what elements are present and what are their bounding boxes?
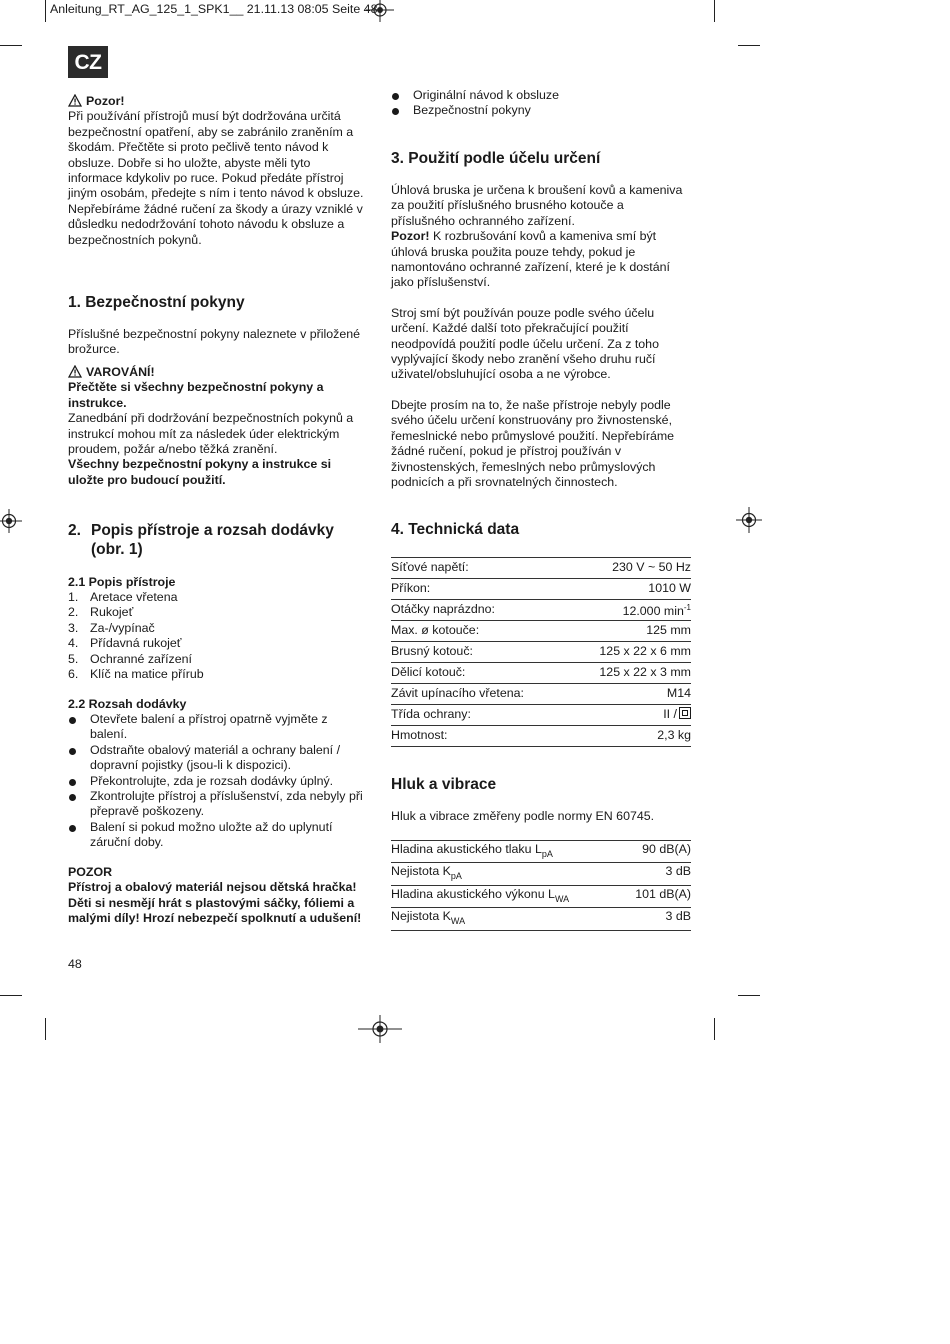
noise-table <box>391 840 691 931</box>
pozor-text: Při používání přístrojů musí být dodržována určitá bezpečnostní opatření, aby se zabránilo zraněním a škodám. Přečtěte si proto pečlivě tento návod k obsluze. Dobře si ho uložte, abyste měli tyto informace kdykoliv po ruce. Pokud předáte přístroj jiným osobám, předejte s ním i tento návod k obsluze. <box>68 109 364 201</box>
table-row: Nejistota $K_{WA}$ 3 dB <box>391 908 691 930</box>
section-2-number: 2. <box>68 522 81 539</box>
registration-mark-icon <box>366 0 394 22</box>
warning-bold-text-2: Všechny bezpečnostní pokyny a instrukce si uložte pro budoucí použití. <box>68 457 332 487</box>
pozor-text-2: Nepřebíráme žádné ručení za škody a úrazy vzniklé v důsledku nedodržování tohoto návodu k obsluze a bezpečnostních pokynů. <box>68 201 363 247</box>
table-row: Síťové napětí: 230 V ~ 50 Hz <box>391 558 691 579</box>
parts-list <box>68 590 368 682</box>
table-row: Dělicí kotouč: 125 x 22 x 3 mm <box>391 663 691 684</box>
crop-mark <box>738 995 760 996</box>
warning-block <box>68 365 368 488</box>
list-item: Originální návod k obsluze <box>391 88 691 103</box>
file-header-line: Anleitung_RT_AG_125_1_SPK1__ 21.11.13 08:05 Seite 48 <box>50 2 378 16</box>
section-3-title: 3. Použití podle účelu určení <box>391 150 601 167</box>
table-row: Příkon: 1010 W <box>391 579 691 600</box>
list-item: Otevřete balení a přístroj opatrně vyjměte z balení. <box>68 712 368 743</box>
list-item: 6. Klíč na matice přírub <box>68 667 204 682</box>
protection-class-icon <box>679 707 691 719</box>
crop-mark <box>45 0 46 22</box>
table-row: Hladina akustického tlaku $L_{pA}$ 90 dB(A) <box>391 841 691 863</box>
crop-mark <box>714 0 715 22</box>
section-3-paragraph-3: Dbejte prosím na to, že naše přístroje nebyly podle svého účelu určení konstruovány pro živnostenské, řemeslnické nebo průmyslové použití. Nepřebíráme žádné ručení, pokud je přístroj používán v živnostenských, řemeslných nebo průmyslových podnicích a při srovnatelných činnostech. <box>391 397 675 489</box>
list-item: 2. Rukojeť <box>68 605 134 620</box>
list-item: 5. Ochranné zařízení <box>68 651 192 666</box>
section-1-text: Příslušné bezpečnostní pokyny naleznete v přiložené brožurce. <box>68 327 361 357</box>
list-item: Bezpečnostní pokyny <box>391 103 691 118</box>
noise-title: Hluk a vibrace <box>391 776 497 793</box>
list-item: 3. Za-/vypínač <box>68 620 155 635</box>
list-item: Odstraňte obalový materiál a ochrany balení / dopravní pojistky (jsou-li k dispozici). <box>68 743 368 774</box>
noise-text: Hluk a vibrace změřeny podle normy EN 60745. <box>391 809 655 823</box>
section-3-paragraph-1b: Pozor! K rozbrušování kovů a kameniva smí být úhlová bruska použita pouze tehdy, pokud je namontováno ochranné zařízení, které je k dostání jako příslušenství. <box>391 229 670 290</box>
language-badge: CZ <box>68 46 108 78</box>
table-row: Hmotnost: 2,3 kg <box>391 726 691 747</box>
crop-mark <box>0 45 22 46</box>
pozor-2-title: POZOR <box>68 865 113 879</box>
pozor-notice <box>68 94 368 248</box>
included-docs-list <box>391 88 691 119</box>
table-row: Brusný kotouč: 125 x 22 x 6 mm <box>391 642 691 663</box>
table-row: Hladina akustického výkonu $L_{WA}$ 101 dB(A) <box>391 885 691 907</box>
pozor-2-text: Přístroj a obalový materiál nejsou dětská hračka! Děti si nesmějí hrát s plastovými sáčky, fóliemi a malými díly! Hrozí nebezpečí spolknutí a udušení! <box>68 880 362 926</box>
section-2-heading <box>68 521 368 559</box>
section-3-body <box>391 183 691 490</box>
list-item: 4. Přídavná rukojeť <box>68 636 182 651</box>
section-3-paragraph-1: Úhlová bruska je určena k broušení kovů a kameniva za použití příslušného brusného kotouče a příslušného ochranného zařízení. <box>391 183 683 228</box>
section-4-title: 4. Technická data <box>391 521 520 538</box>
table-row: Závit upínacího vřetena: M14 <box>391 684 691 705</box>
list-item: 1. Aretace vřetena <box>68 590 178 604</box>
table-row: Otáčky naprázdno: 12.000 $\min^{-1}$ <box>391 600 691 621</box>
table-row: Třída ochrany: II / <box>391 705 691 726</box>
page-number: 48 <box>68 957 82 971</box>
crop-mark <box>714 1018 715 1040</box>
crop-mark <box>0 995 22 996</box>
table-row: Nejistota $K_{pA}$ 3 dB <box>391 863 691 885</box>
warning-triangle-icon <box>68 94 82 107</box>
registration-mark-icon <box>358 1015 402 1043</box>
technical-data-table <box>391 557 691 747</box>
list-item: Balení si pokud možno uložte až do uplynutí záruční doby. <box>68 820 368 851</box>
warning-triangle-icon <box>68 365 82 378</box>
list-item: Překontrolujte, zda je rozsah dodávky úplný. <box>68 774 368 789</box>
section-2-title: Popis přístroje a rozsah dodávky (obr. 1) <box>91 522 334 558</box>
delivery-list <box>68 712 368 851</box>
section-2-2-title: 2.2 Rozsah dodávky <box>68 697 187 711</box>
list-item: Zkontrolujte přístroj a příslušenství, zda nebyly při přepravě poškozeny. <box>68 789 368 820</box>
crop-mark <box>45 1018 46 1040</box>
section-2-1-title: 2.1 Popis přístroje <box>68 575 176 589</box>
warning-text: Zanedbání při dodržování bezpečnostních pokynů a instrukcí mohou mít za následek úder elektrickým proudem, požár a/nebo těžká zranění. <box>68 411 354 457</box>
section-3-paragraph-2: Stroj smí být používán pouze podle svého účelu určení. Každé další toto překračující použití neodpovídá použití podle účelu určení. Za z toho vyplývající škody nebo zranění všeho druhu ručí uživatel/obsluhující osoba a ne výrobce. <box>391 305 659 382</box>
section-1-title: 1. Bezpečnostní pokyny <box>68 294 245 311</box>
table-row: Max. ø kotouče: 125 mm <box>391 621 691 642</box>
registration-mark-icon <box>736 507 762 533</box>
pozor-title: Pozor! <box>86 94 125 108</box>
warning-title: VAROVÁNÍ! <box>86 365 155 379</box>
warning-bold-text: Přečtěte si všechny bezpečnostní pokyny a instrukce. <box>68 380 324 410</box>
crop-mark <box>738 45 760 46</box>
pozor-2-block <box>68 865 368 927</box>
registration-mark-icon <box>0 509 22 533</box>
